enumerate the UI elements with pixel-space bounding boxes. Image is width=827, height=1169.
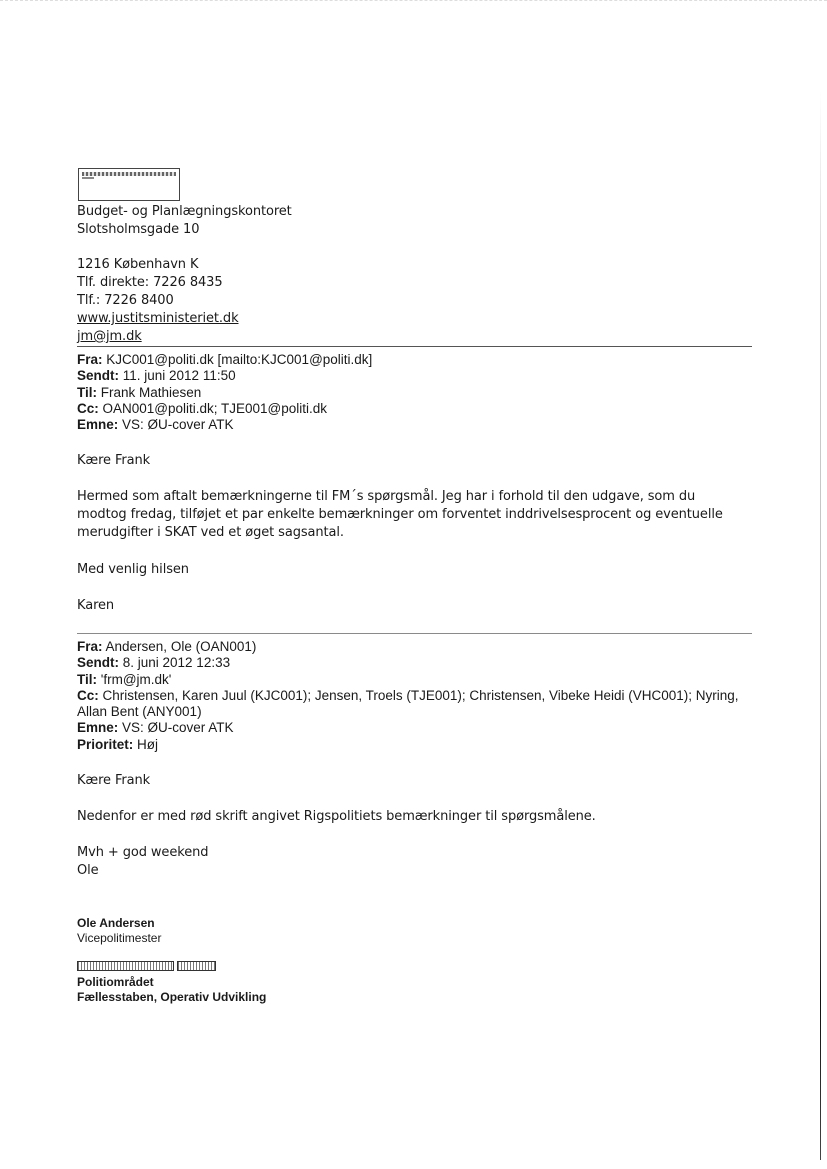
email1-to: Til: Frank Mathiesen — [77, 384, 202, 400]
email2-subject: Emne: VS: ØU-cover ATK — [77, 720, 234, 736]
email1-closing: Med venlig hilsen — [77, 562, 189, 577]
logo-image-strip-small — [82, 177, 94, 179]
footer-org: Politiområdet — [77, 975, 154, 989]
email2-to: Til: 'frm@jm.dk' — [77, 671, 172, 687]
footer-logo-image-small — [177, 961, 216, 971]
email1-from: Fra: KJC001@politi.dk [mailto:KJC001@politi.dk] — [77, 352, 373, 367]
email2-priority: Prioritet: Høj — [77, 736, 159, 752]
email1-body: Hermed som aftalt bemærkningerne til FM´s spørgsmål. Jeg har i forhold til den udgave, som du modtog fredag, tilføjet et par enkelte bemærkninger om forventet inddrivelsesprocent og eventuelle merudgifter i SKAT ved et øget sagsantal. — [77, 489, 723, 540]
email2-greeting: Kære Frank — [77, 773, 151, 788]
email-separator-2 — [77, 633, 752, 634]
email1-cc: Cc: OAN001@politi.dk; TJE001@politi.dk — [77, 400, 328, 416]
footer-logo-image — [77, 961, 174, 971]
email1-header — [77, 352, 372, 433]
email1-subject: Emne: VS: ØU-cover ATK — [77, 417, 234, 433]
email-separator-1 — [77, 346, 752, 347]
footer-signature — [77, 916, 161, 945]
email1-signoff: Karen — [77, 598, 115, 613]
city-address: 1216 København K — [77, 257, 199, 272]
street-address: Slotsholmsgade 10 — [77, 222, 200, 237]
scan-right-edge — [820, 90, 821, 1160]
ministry-logo — [78, 168, 180, 201]
email2-cc: Cc: Christensen, Karen Juul (KJC001); Jensen, Troels (TJE001); Christensen, Vibeke Heidi (VHC001); Nyring, Allan Bent (ANY001) — [77, 687, 739, 720]
email2-closing: Mvh + god weekend — [77, 845, 209, 860]
email2-signoff: Ole — [77, 863, 99, 878]
email-link[interactable]: jm@jm.dk — [77, 329, 142, 344]
email2-from: Fra: Andersen, Ole (OAN001) — [77, 639, 257, 654]
phone-direct: Tlf. direkte: 7226 8435 — [77, 275, 223, 290]
email1-greeting: Kære Frank — [77, 453, 151, 468]
footer-dept: Fællesstaben, Operativ Udvikling — [77, 989, 267, 1004]
footer-title: Vicepolitimester — [77, 930, 162, 945]
footer-organisation — [77, 975, 266, 1004]
logo-image-strip — [82, 172, 176, 176]
phone-main: Tlf.: 7226 8400 — [77, 293, 174, 308]
email1-sent: Sendt: 11. juni 2012 11:50 — [77, 368, 236, 384]
email2-header — [77, 639, 747, 753]
scan-top-edge — [0, 0, 827, 9]
email2-sent: Sendt: 8. juni 2012 12:33 — [77, 655, 231, 671]
email2-body: Nedenfor er med rød skrift angivet Rigspolitiets bemærkninger til spørgsmålene. — [77, 809, 596, 824]
sender-signature — [77, 203, 292, 346]
footer-name: Ole Andersen — [77, 916, 155, 930]
office-name: Budget- og Planlægningskontoret — [77, 204, 292, 219]
website-link[interactable]: www.justitsministeriet.dk — [77, 311, 239, 326]
